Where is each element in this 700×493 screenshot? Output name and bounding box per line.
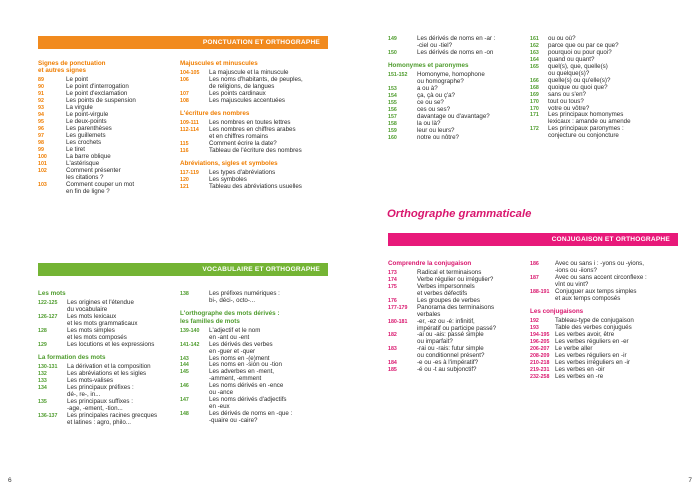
entry-page-number: 210-218 [530,359,550,366]
right-page [350,0,700,493]
entry-page-number: 170 [530,105,539,112]
entry-page-number: 206-207 [530,345,550,352]
list-item [180,170,330,177]
derives-heading: L'orthographe des mots dérivés : les familles de mots [180,310,280,325]
list-item [388,305,522,319]
nombres-list [180,120,330,155]
entry-page-number: 194-195 [530,332,550,339]
list-item [388,36,520,50]
entry-page-number: 196-205 [530,338,550,345]
entry-title: quand ou quant? [548,55,595,63]
entry-page-number: 232-258 [530,373,550,380]
list-item [388,319,522,333]
entry-title: Les principaux suffixes : -age, -ement, -tion... [67,397,133,412]
entry-title: La dérivation et la composition [67,362,151,370]
nombres-heading: L'écriture des nombres [180,110,250,118]
entry-title: Les crochets [66,138,102,146]
list-item [388,50,520,57]
majuscules-heading: Majuscules et minuscules [180,60,258,67]
entry-page-number: 129 [38,341,47,348]
top-left-list [388,36,520,57]
formation-heading: La formation des mots [38,354,106,362]
list-item [38,182,140,196]
entry-page-number: 139-140 [180,327,200,334]
entry-page-number: 128 [38,327,47,334]
entry-page-number: 171 [530,112,539,119]
entry-title: Homonyme, homophone ou homographe? [417,71,485,86]
entry-title: La barre oblique [66,152,111,160]
top-right-list [530,36,680,140]
entry-title: Les dérivés des verbes en -guer et -quer [209,340,273,355]
entry-title: votre ou vôtre? [548,104,590,112]
majuscules-column [180,60,330,191]
entry-title: Le point d'interrogation [66,83,129,91]
entry-page-number: 136-137 [38,412,58,419]
entry-title: Comment présenter les citations ? [66,166,121,181]
entry-title: Conjuguer aux temps simples et aux temps composés [555,287,637,302]
list-item [38,399,172,413]
entry-title: Les majuscules accentuées [209,96,286,104]
entry-title: la ou là? [417,119,441,127]
entry-title: ça, çà ou ç'a? [417,92,455,100]
list-item [180,184,330,191]
signes-heading: Signes de ponctuation et autres signes [38,60,106,75]
entry-page-number: 99 [38,146,44,153]
entry-page-number: 91 [38,91,44,98]
entry-title: Table des verbes conjugués [555,324,632,332]
entry-page-number: 143 [180,355,189,362]
list-item [530,261,680,275]
list-item [180,127,330,141]
entry-title: ces ou ses? [417,106,451,114]
entry-title: Les noms en -sion ou -tion [209,361,282,369]
ponctuation-band: PONCTUATION ET ORTHOGRAPHE [38,36,328,49]
list-item [388,284,522,298]
list-item [38,385,172,399]
entry-page-number: 144 [180,362,189,369]
entry-title: tout ou tous? [548,97,584,105]
list-item [180,397,330,411]
entry-title: Les symboles [209,176,247,184]
entry-page-number: 130-131 [38,363,58,370]
page-number-left: 6 [8,477,12,484]
entry-title: Les groupes de verbes [417,296,480,304]
entry-title: parce que ou par ce que? [548,41,619,49]
entry-title: Les verbes avoir, être [555,331,615,339]
list-item [38,314,172,328]
entry-title: Le point-virgule [66,111,109,119]
entry-page-number: 121 [180,184,189,191]
entry-page-number: 157 [388,113,397,120]
entry-title: Le point d'exclamation [66,90,128,98]
list-item [388,367,522,374]
entry-page-number: 158 [388,120,397,127]
entry-page-number: 170 [530,98,539,105]
entry-title: Les noms dérivés en -ence ou -ance [209,382,284,397]
entry-page-number: 176 [388,297,397,304]
entry-title: Les principaux homonymes lexicaux : amande ou amende [548,111,631,126]
entry-page-number: 102 [38,167,47,174]
list-item [530,360,680,367]
entry-title: Les noms en -(e)ment [209,354,270,362]
entry-page-number: 101 [38,160,47,167]
entry-title: Les types d'abréviations [209,169,276,177]
entry-title: -e ou -es à l'impératif? [417,359,479,367]
entry-page-number: 160 [388,134,397,141]
entry-page-number: 159 [388,127,397,134]
conjugaisons-column [530,261,680,381]
page-number-right: 7 [688,477,692,484]
entry-title: L'astérisque [66,159,100,167]
list-item [180,342,330,356]
entry-page-number: 169 [530,91,539,98]
list-item [38,328,172,342]
entry-title: davantage ou d'avantage? [417,112,490,120]
entry-page-number: 134 [38,384,47,391]
list-item [180,328,330,342]
list-item [388,332,522,346]
entry-title: pourquoi ou pour quoi? [548,48,612,56]
entry-title: Les adverbes en -ment, -amment, -emment [209,368,275,383]
list-item [180,148,330,155]
entry-page-number: 93 [38,105,44,112]
list-item [530,126,680,140]
entry-title: Verbe régulier ou irrégulier? [417,275,494,283]
entry-title: L'adjectif et le nom en -ant ou -ent [209,326,261,341]
list-item [530,289,680,303]
entry-title: Les mots lexicaux et les mots grammaticaux [67,312,138,327]
entry-page-number: 115 [180,140,189,147]
entry-title: Les nombres en chiffres arabes et en chiffres romains [209,126,296,140]
formation-list [38,364,172,427]
list-item [180,369,330,383]
entry-title: Les dérivés de noms en -on [417,48,494,56]
entry-page-number: 135 [38,398,47,405]
entry-page-number: 120 [180,177,189,184]
entry-title: Le verbe aller [555,344,593,352]
entry-title: Les principaux paronymes : conjecture ou conjoncture [548,125,624,140]
entry-page-number: 177-179 [388,304,408,311]
entry-title: Les noms d'habitants, de peuples, de religions, de langues [209,75,303,90]
entry-title: Les locutions et les expressions [67,340,155,348]
entry-title: Les verbes en -re [555,372,604,380]
entry-page-number: 146 [180,383,189,390]
entry-page-number: 133 [38,377,47,384]
list-item [388,114,520,121]
bottom-right-list [530,261,680,303]
entry-title: Tableau de l'écriture des nombres [209,146,302,154]
comprendre-column [388,260,522,374]
comprendre-list [388,270,522,374]
list-item [38,168,140,182]
abreviations-list [180,170,330,191]
list-item [38,300,172,314]
entry-page-number: 172 [530,126,539,133]
entry-title: Les verbes en -oir [555,365,605,373]
list-item [38,413,172,427]
entry-title: Avec ou sans i : -yons ou -yions, -ions ou -iions? [555,260,644,274]
derives-column [180,291,330,425]
entry-page-number: 168 [530,84,539,91]
entry-title: Les verbes réguliers en -er [555,337,629,345]
list-item [530,275,680,289]
list-item [388,135,520,142]
conjugaisons-list [530,318,680,381]
entry-title: quoique ou quoi que? [548,83,608,91]
entry-page-number: 98 [38,139,44,146]
list-item [180,98,330,105]
entry-page-number: 92 [38,98,44,105]
entry-title: -rai ou -rais: futur simple ou conditionnel présent? [417,345,485,360]
entry-page-number: 96 [38,125,44,132]
conjugaison-band: CONJUGAISON ET ORTHOGRAPHE [388,233,678,246]
list-item [180,383,330,397]
entry-title: La majuscule et la minuscule [209,68,289,76]
entry-page-number: 162 [530,42,539,49]
entry-title: Comment couper un mot en fin de ligne ? [66,180,135,195]
derives-list [180,328,330,425]
entry-page-number: 149 [388,36,397,42]
entry-page-number: 108 [180,97,189,104]
entry-title: Les principaux préfixes : dé-, re-, in... [67,383,134,398]
entry-page-number: 166 [530,77,539,84]
entry-page-number: 173 [388,269,397,276]
entry-title: a ou à? [417,85,438,93]
entry-title: Tableau-type de conjugaison [555,317,634,325]
entry-page-number: 182 [388,332,397,339]
entry-title: Les parenthèses [66,124,112,132]
list-item [530,112,680,126]
entry-page-number: 183 [388,346,397,353]
entry-title: Les verbes réguliers en -ir [555,351,627,359]
entry-page-number: 112-114 [180,127,199,134]
list-item [530,374,680,381]
entry-title: Les origines et l'étendue du vocabulaire [67,298,134,313]
conjugaisons-heading: Les conjugaisons [530,308,584,316]
entry-page-number: 90 [38,84,44,91]
entry-page-number: 106 [180,76,189,83]
list-item [388,346,522,360]
entry-title: quelle(s) ou qu'elle(s)? [548,76,611,84]
entry-page-number: 97 [38,132,44,139]
entry-title: Tableau des abréviations usuelles [209,183,302,191]
signes-list [38,77,140,195]
mots-heading: Les mots [38,290,66,297]
signes-column [38,60,140,196]
entry-title: Panorama des terminaisons verbales [417,303,495,318]
entry-page-number: 117-119 [180,170,199,177]
mots-column [38,290,172,427]
entry-page-number: 185 [388,367,397,374]
list-item [38,140,140,147]
entry-title: Les verbes irréguliers en -ir [555,358,630,366]
list-item [388,100,520,107]
mots-list [38,300,172,349]
entry-page-number: 107 [180,90,189,97]
entry-page-number: 175 [388,283,397,290]
entry-title: Les abréviations et les sigles [67,369,147,377]
entry-page-number: 188-191 [530,288,550,295]
list-item [180,77,330,91]
entry-page-number: 104-105 [180,69,200,76]
entry-page-number: 122-125 [38,299,58,306]
entry-page-number: 219-231 [530,366,550,373]
entry-title: sans ou s'en? [548,90,586,98]
entry-title: Les mots simples et les mots composés [67,326,127,341]
entry-page-number: 103 [38,181,47,188]
entry-title: notre ou nôtre? [417,133,459,141]
entry-page-number: 154 [388,93,397,100]
homonymes-heading: Homonymes et paronymes [388,62,469,70]
entry-page-number: 94 [38,112,44,119]
entry-page-number: 192 [530,318,539,325]
entry-title: Comment écrire la date? [209,139,277,147]
entry-title: Les dérivés de noms en -ar : -ciel ou -tiel? [417,35,496,49]
entry-title: Le deux-points [66,118,107,126]
entry-page-number: 153 [388,86,397,93]
entry-page-number: 141-142 [180,341,200,348]
entry-page-number: 180-181 [388,318,408,325]
grammaticale-title: Orthographe grammaticale [387,208,532,220]
entry-title: Les nombres en toutes lettres [209,119,291,127]
entry-page-number: 89 [38,77,44,84]
entry-page-number: 186 [530,261,539,267]
entry-page-number: 208-209 [530,352,550,359]
entry-title: Les points de suspension [66,97,136,105]
entry-page-number: 148 [180,411,189,418]
comprendre-heading: Comprendre la conjugaison [388,260,472,267]
entry-page-number: 100 [38,153,47,160]
list-item [530,64,680,78]
entry-page-number: 164 [530,56,539,63]
top-left-column [388,36,520,142]
list-item [180,411,330,425]
vocabulaire-band: VOCABULAIRE ET ORTHOGRAPHE [38,263,328,276]
entry-title: Les mots-valises [67,376,114,384]
entry-title: Avec ou sans accent circonflexe : vînt ou vint? [555,273,647,288]
entry-title: ce ou se? [417,99,444,107]
entry-title: Le point [66,76,89,84]
list-item [388,72,520,86]
entry-page-number: 109-111 [180,120,199,127]
entry-page-number: 187 [530,274,539,281]
entry-page-number: 95 [38,119,44,126]
entry-page-number: 155 [388,100,397,107]
entry-title: Radical et terminaisons [417,268,482,276]
homonymes-list [388,72,520,142]
list-item [38,342,172,349]
entry-title: Les dérivés de noms en -que : -quaire ou -caire? [209,410,293,425]
entry-title: -é ou -t au subjonctif? [417,366,477,374]
entry-title: Verbes impersonnels et verbes défectifs [417,282,475,297]
list-item: 138 Les préfixes numériques : bi-, déci-, octo-... [180,290,280,304]
entry-page-number: 147 [180,397,189,404]
majuscules-list [180,70,330,105]
entry-title: Les principales racines grecques et latines : agro, philo... [67,411,158,426]
entry-page-number: 132 [38,370,47,377]
entry-title: Les noms dérivés d'adjectifs en -eux [209,396,287,411]
entry-page-number: 126-127 [38,313,58,320]
entry-page-number: 145 [180,369,189,376]
entry-title: Les guillemets [66,131,106,139]
entry-title: leur ou leurs? [417,126,455,134]
entry-page-number: 165 [530,63,539,70]
entry-title: Les points cardinaux [209,89,266,97]
entry-page-number: 184 [388,360,397,367]
entry-page-number: 174 [388,276,397,283]
entry-title: -ai ou -ais: passé simple ou imparfait? [417,331,484,346]
entry-page-number: 193 [530,325,539,332]
entry-title: La virgule [66,104,93,112]
entry-page-number: 150 [388,49,397,56]
entry-page-number: 151-152 [388,72,408,79]
entry-page-number: 161 [530,36,539,42]
entry-title: Le tiret [66,145,85,153]
entry-title: -er, -ez ou -é: infinitif, impératif ou participe passé? [417,317,497,332]
list-item [388,93,520,100]
abreviations-heading: Abréviations, sigles et symboles [180,160,278,168]
entry-page-number: 156 [388,107,397,114]
list-item [530,367,680,374]
entry-title: quel(s), que, quelle(s) ou quelque(s)? [548,62,608,77]
entry-page-number: 163 [530,49,539,56]
top-right-column [530,36,680,140]
entry-title: ou ou où? [548,35,576,42]
list-item [530,339,680,346]
entry-page-number: 116 [180,147,189,154]
